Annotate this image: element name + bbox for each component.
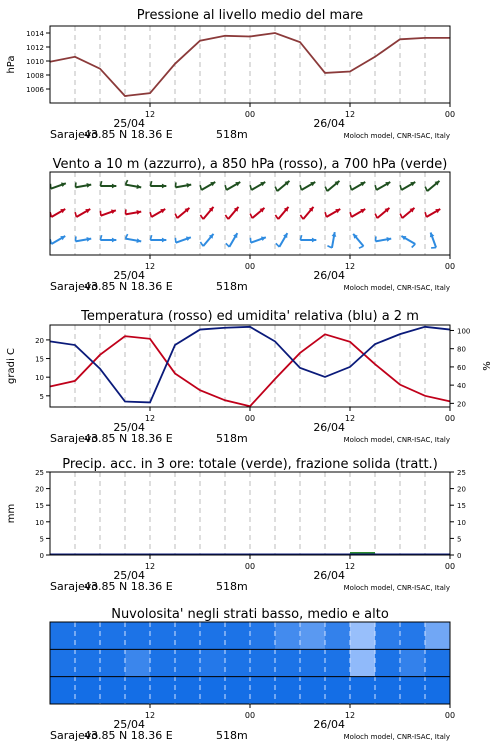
cloud-cell-basso [50,677,76,705]
wind-arrow-head [162,238,166,243]
cloud-cell-medio [225,649,251,677]
location-coords: 43.85 N 18.36 E [84,280,173,293]
pressure-line-point [324,72,325,73]
wind-arrow-barb [225,185,226,190]
model-credit: Moloch model, CNR-ISAC, Italy [343,284,450,292]
cloud-cell-alto [325,622,351,650]
pressure-line-point [374,56,375,57]
wind-arrow-barb [400,185,401,190]
model-credit: Moloch model, CNR-ISAC, Italy [343,436,450,444]
wind-arrow-head [312,238,316,243]
temperature-line-point [199,390,200,391]
y-tick-label: 25 [35,469,44,477]
wind-arrow-850hPa [200,207,213,219]
y-tick-label-right: 60 [457,363,466,372]
cloud-cell-medio [325,649,351,677]
cloud-cell-medio [300,649,326,677]
y-tick-label-right: 15 [457,502,466,511]
wind-arrow-700hPa [250,182,265,190]
temperature-line-point [74,380,75,381]
pressure-line-point [149,93,150,94]
temperature-line-point [324,334,325,335]
y-tick-label: 10 [35,374,44,383]
wind-arrow-850hPa [275,207,288,219]
wind-arrow-10m [175,237,190,243]
wind-arrow-10m [75,236,91,241]
cloud-cell-basso [350,677,376,705]
wind-arrow-700hPa [75,182,91,187]
humidity-line-point [324,376,325,377]
wind-arrow-barb [150,212,151,217]
pressure-line-point [124,95,125,96]
location-coords: 43.85 N 18.36 E [84,432,173,445]
wind-arrow-10m [250,237,265,243]
x-tick-label: 12 [344,562,356,571]
location-name: Sarajevo [50,128,99,141]
cloud-cell-medio [75,649,101,677]
location-elevation: 518m [216,580,248,593]
wind-arrow-10m [430,232,436,247]
y-tick-label: 15 [35,502,44,511]
date-label: 26/04 [313,269,346,282]
y-tick-label: 0 [39,552,44,560]
humidity-line-point [149,402,150,403]
cloud-cell-alto [375,622,401,650]
cloud-cell-alto [75,622,101,650]
wind-arrow-700hPa [275,181,289,191]
cloud-cell-alto [400,622,426,650]
wind-arrow-barb [250,185,251,190]
x-tick-label: 12 [144,110,156,119]
pressure-line-point [224,35,225,36]
wind-arrow-barb [375,185,376,190]
wind-arrow-850hPa [375,208,389,218]
panel-title: Pressione al livello medio del mare [136,8,364,23]
temperature-line-point [149,338,150,339]
y-axis-label: mm [6,503,17,524]
wind-arrow-700hPa [300,182,315,190]
wind-arrow-10m [353,234,363,248]
humidity-line-point [374,344,375,345]
pressure-line-point [399,39,400,40]
wind-arrow-850hPa [225,207,238,219]
y-tick-label: 20 [35,485,44,494]
humidity-line-point [74,344,75,345]
location-name: Sarajevo [50,580,99,593]
x-tick-label: 00 [244,262,256,271]
date-label: 25/04 [113,421,146,434]
x-tick-label: 12 [344,110,356,119]
location-elevation: 518m [216,432,248,445]
cloud-cell-basso [225,677,251,705]
cloud-cell-basso [250,677,276,705]
y-tick-label-right: 100 [457,327,471,336]
panel-5 [50,607,455,742]
cloud-cell-medio [350,649,376,677]
x-tick-label: 12 [344,262,356,271]
y-tick-label-right: 80 [457,345,466,354]
wind-arrow-850hPa [175,208,189,218]
cloud-cell-basso [100,677,126,705]
model-credit: Moloch model, CNR-ISAC, Italy [343,132,450,140]
date-label: 26/04 [313,421,346,434]
temperature-line-point [399,384,400,385]
humidity-line-point [399,334,400,335]
location-elevation: 518m [216,128,248,141]
x-tick-label: 12 [344,414,356,423]
cloud-cell-alto [225,622,251,650]
y-tick-label-right: 25 [457,469,466,477]
y-tick-label: 15 [35,355,44,364]
wind-arrow-700hPa [125,180,141,189]
wind-arrow-850hPa [400,208,414,218]
date-label: 25/04 [113,569,146,582]
panel-title: Temperatura (rosso) ed umidita' relativa (blu) a 2 m [81,309,419,324]
location-elevation: 518m [216,729,248,742]
wind-arrow-barb [325,212,326,217]
panel-4 [6,457,466,593]
wind-arrow-10m [150,235,166,242]
pressure-line-point [424,37,425,38]
y-tick-label-right: 10 [457,518,466,527]
wind-arrow-barb [300,185,301,190]
y-tick-label: 1008 [26,72,44,80]
wind-arrow-barb [359,246,364,248]
date-label: 25/04 [113,269,146,282]
cloud-cell-basso [425,677,451,705]
pressure-line-point [274,32,275,33]
wind-arrow-850hPa [350,209,365,217]
cloud-cell-medio [50,649,76,677]
pressure-line-point [199,40,200,41]
cloud-cell-alto [425,622,451,650]
cloud-cell-alto [100,622,126,650]
y-tick-label: 1012 [26,44,44,52]
humidity-line-point [349,366,350,367]
wind-arrow-850hPa [150,209,165,217]
cloud-cell-medio [150,649,176,677]
pressure-line-point [74,56,75,57]
pressure-line-point [174,63,175,64]
panel-2 [50,157,455,293]
cloud-cell-basso [375,677,401,705]
location-name: Sarajevo [50,280,99,293]
y-tick-label-right: 20 [457,485,466,494]
wind-arrow-700hPa [50,183,65,189]
wind-arrow-850hPa [425,209,440,217]
cloud-cell-medio [200,649,226,677]
pressure-line-point [299,42,300,43]
x-tick-label: 12 [144,562,156,571]
x-tick-label: 00 [244,562,256,571]
cloud-cell-alto [350,622,376,650]
y-tick-label-right: 0 [457,552,462,560]
temperature-line-point [374,364,375,365]
wind-arrow-head [112,238,116,243]
y-tick-label: 10 [35,518,44,527]
y-tick-label: 5 [39,535,44,544]
wind-arrow-10m [300,235,316,242]
date-label: 26/04 [313,569,346,582]
wind-arrow-barb [300,215,303,219]
cloud-cell-medio [100,649,126,677]
x-tick-label: 00 [244,110,256,119]
wind-arrow-barb [412,244,416,248]
y-axis-label-right: % [482,361,493,371]
humidity-line-point [299,367,300,368]
cloud-cell-basso [150,677,176,705]
wind-arrow-barb [425,212,426,217]
x-tick-label: 00 [444,562,456,571]
pressure-line-point [99,68,100,69]
x-tick-label: 00 [444,110,456,119]
wind-arrow-barb [226,243,230,247]
x-tick-label: 00 [444,711,456,720]
wind-arrow-barb [75,212,76,217]
wind-arrow-10m [200,234,213,246]
date-label: 25/04 [113,117,146,130]
cloud-cell-medio [425,649,451,677]
humidity-line-point [224,327,225,328]
wind-arrow-barb [276,243,280,247]
wind-arrow-700hPa [175,182,191,187]
wind-arrow-head [112,184,116,189]
temperature-line-point [424,395,425,396]
cloud-cell-alto [275,622,301,650]
date-label: 25/04 [113,718,146,731]
date-label: 26/04 [313,718,346,731]
location-coords: 43.85 N 18.36 E [84,128,173,141]
wind-arrow-700hPa [200,182,215,190]
wind-arrow-700hPa [325,181,339,191]
humidity-line-point [124,401,125,402]
humidity-line-point [199,329,200,330]
y-tick-label: 20 [35,336,44,345]
temperature-line-point [274,378,275,379]
wind-arrow-head [162,184,166,189]
wind-arrow-700hPa [100,181,116,188]
x-tick-label: 00 [444,262,456,271]
location-coords: 43.85 N 18.36 E [84,580,173,593]
wind-arrow-10m [100,235,116,242]
x-tick-label: 00 [444,414,456,423]
wind-arrow-700hPa [150,181,166,188]
location-coords: 43.85 N 18.36 E [84,729,173,742]
location-name: Sarajevo [50,729,99,742]
location-elevation: 518m [216,280,248,293]
y-tick-label: 1006 [26,86,44,94]
wind-arrow-barb [350,212,351,217]
wind-arrow-10m [401,236,415,248]
wind-arrow-850hPa [300,207,313,219]
pressure-line-point [249,36,250,37]
cloud-cell-medio [400,649,426,677]
wind-arrow-700hPa [425,181,439,191]
wind-arrow-10m [50,236,65,244]
temperature-line-point [174,373,175,374]
panel-title: Precip. acc. in 3 ore: totale (verde), frazione solida (tratt.) [62,457,438,472]
x-tick-label: 12 [344,711,356,720]
y-tick-label-right: 5 [457,535,462,544]
model-credit: Moloch model, CNR-ISAC, Italy [343,584,450,592]
y-tick-label: 1010 [26,58,44,66]
wind-arrow-10m [375,236,391,241]
wind-arrow-850hPa [50,209,65,217]
model-credit: Moloch model, CNR-ISAC, Italy [343,733,450,741]
cloud-cell-basso [200,677,226,705]
y-tick-label: 1014 [26,30,44,38]
y-tick-label-right: 20 [457,400,466,409]
cloud-cell-basso [275,677,301,705]
wind-arrow-barb [350,185,351,190]
panel-title: Vento a 10 m (azzurro), a 850 hPa (rosso), a 700 hPa (verde) [52,157,448,172]
cloud-cell-basso [125,677,151,705]
cloud-cell-basso [75,677,101,705]
wind-arrow-barb [200,215,203,219]
x-tick-label: 00 [244,711,256,720]
cloud-cell-basso [300,677,326,705]
cloud-cell-basso [325,677,351,705]
pressure-line-point [349,71,350,72]
cloud-cell-alto [125,622,151,650]
cloud-cell-alto [200,622,226,650]
wind-arrow-barb [200,185,201,190]
cloud-cell-medio [250,649,276,677]
panel-1 [6,8,455,141]
temperature-line-point [349,341,350,342]
y-axis-label: gradi C [6,348,17,384]
y-tick-label-right: 40 [457,382,466,391]
wind-arrow-10m [327,232,336,248]
wind-arrow-850hPa [250,208,264,218]
cloud-cell-alto [175,622,201,650]
x-tick-label: 12 [144,711,156,720]
cloud-cell-basso [400,677,426,705]
wind-arrow-850hPa [75,209,90,217]
y-axis-label: hPa [6,55,17,74]
cloud-cell-alto [50,622,76,650]
wind-arrow-10m [226,233,238,247]
wind-arrow-700hPa [350,182,365,190]
cloud-cell-alto [250,622,276,650]
wind-arrow-10m [276,233,288,247]
location-name: Sarajevo [50,432,99,445]
cloud-cell-medio [125,649,151,677]
temperature-line-point [124,336,125,337]
wind-arrow-barb [200,242,203,246]
temperature-line-point [99,354,100,355]
cloud-cell-basso [175,677,201,705]
cloud-cell-medio [175,649,201,677]
wind-arrow-700hPa [225,182,240,190]
humidity-line-point [424,326,425,327]
wind-arrow-850hPa [125,209,141,214]
panel-3 [6,309,493,445]
humidity-line-point [274,341,275,342]
temperature-line-point [299,352,300,353]
temperature-line-point [224,400,225,401]
wind-arrow-850hPa [325,209,340,217]
wind-arrow-700hPa [375,182,390,190]
x-tick-label: 12 [144,414,156,423]
cloud-cell-medio [275,649,301,677]
cloud-cell-alto [300,622,326,650]
wind-arrow-barb [275,215,278,219]
humidity-line-point [99,368,100,369]
x-tick-label: 00 [244,414,256,423]
panel-title: Nuvolosita' negli strati basso, medio e alto [111,607,389,622]
date-label: 26/04 [313,117,346,130]
humidity-line-point [249,326,250,327]
wind-arrow-850hPa [100,210,115,216]
cloud-cell-medio [375,649,401,677]
wind-arrow-10m [125,234,141,243]
x-tick-label: 12 [144,262,156,271]
wind-arrow-barb [225,215,228,219]
y-tick-label: 5 [39,392,44,401]
cloud-cell-alto [150,622,176,650]
humidity-line-point [174,344,175,345]
wind-arrow-700hPa [400,182,415,190]
